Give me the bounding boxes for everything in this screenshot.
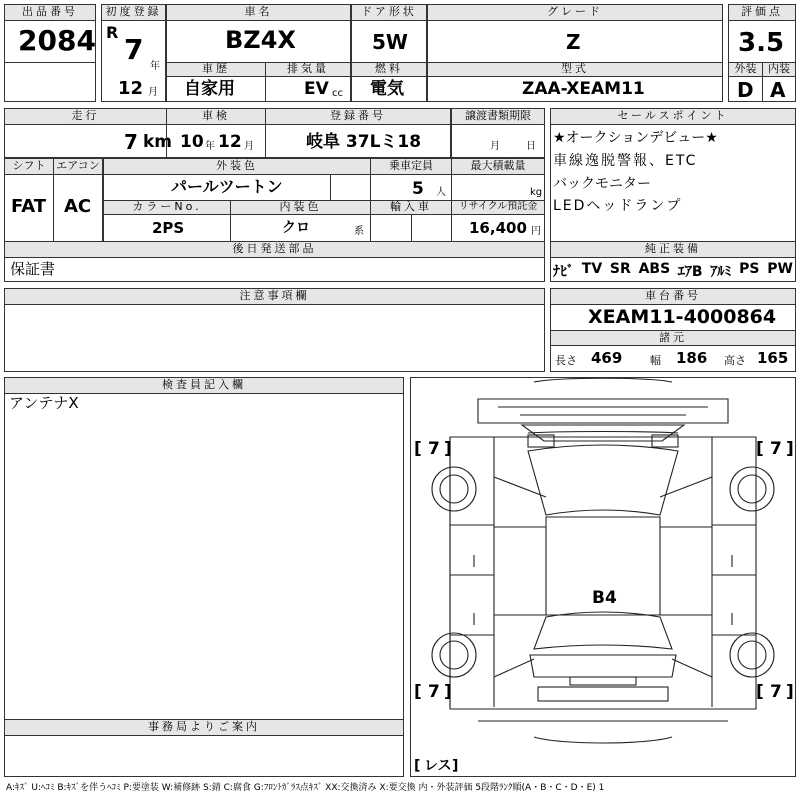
- transfer-month-unit: 月: [490, 141, 500, 152]
- insp-year-unit: 年: [205, 141, 215, 152]
- lot-label: 出品番号: [4, 4, 96, 21]
- lot-blank: [4, 62, 96, 102]
- era: R: [106, 23, 119, 42]
- insp-month: 12: [218, 132, 242, 152]
- equip-item: PS: [739, 261, 760, 277]
- mileage-unit: km: [143, 132, 173, 152]
- svg-text:[: [: [414, 682, 422, 702]
- ac-label: エアコン: [53, 158, 103, 175]
- inspector-label: 検査員記入欄: [4, 377, 404, 394]
- tire-rr: 7: [770, 682, 782, 702]
- car-diagram: [410, 377, 796, 777]
- model: ZAA-XEAM11: [522, 79, 645, 99]
- height: 165: [757, 349, 789, 367]
- damage-mark: B4: [592, 588, 617, 608]
- equip-item: ﾅﾋﾞ: [553, 264, 574, 280]
- capacity-label: 乗車定員: [370, 158, 452, 175]
- mileage: 7: [124, 130, 138, 154]
- height-label: 高さ: [724, 354, 746, 367]
- capacity-unit: 人: [436, 187, 446, 198]
- displacement-label: 排気量: [265, 62, 351, 77]
- svg-text:[: [: [756, 439, 764, 459]
- tire-rl: 7: [428, 682, 440, 702]
- inspector-text: アンテナX: [9, 394, 79, 412]
- svg-text:]: ]: [786, 682, 794, 702]
- color-label: 外装色: [103, 158, 371, 175]
- width: 186: [676, 349, 708, 367]
- exterior-label: 外装: [728, 62, 763, 77]
- load-label: 最大積載量: [451, 158, 545, 175]
- exterior-grade: D: [737, 78, 754, 102]
- grade: Z: [566, 30, 581, 54]
- later-cell: [4, 257, 545, 282]
- reg-year: 7: [124, 33, 144, 66]
- equip-label: 純正装備: [550, 241, 796, 258]
- recycle-unit: 円: [531, 226, 541, 237]
- color-no: 2PS: [152, 219, 185, 237]
- door-label: ドア形状: [351, 4, 427, 21]
- selling-label: セールスポイント: [550, 108, 796, 125]
- score-label: 評価点: [728, 4, 796, 21]
- equip-item: ｱﾙﾐ: [710, 264, 732, 280]
- shift: FAT: [11, 196, 47, 217]
- svg-text:[: [: [414, 439, 422, 459]
- tire-fr: 7: [770, 439, 782, 459]
- interior-color-label: 内装色: [230, 200, 371, 215]
- transfer-day-unit: 日: [526, 141, 536, 152]
- fuel: 電気: [370, 79, 404, 99]
- selling-point: バックモニター: [553, 176, 651, 192]
- plate-label: 登録番号: [265, 108, 451, 125]
- displacement: EV: [304, 79, 329, 99]
- selling-point: LEDヘッドランプ: [553, 198, 683, 214]
- color: パールツートン: [171, 177, 283, 196]
- ac: AC: [64, 196, 92, 217]
- reg-month: 12: [118, 78, 144, 99]
- first-reg-label: 初度登録: [101, 4, 166, 21]
- grade-label: グレード: [427, 4, 723, 21]
- equip-item: ABS: [638, 261, 671, 277]
- interior-color: クロ: [282, 220, 310, 236]
- svg-text:]: ]: [452, 758, 459, 774]
- equip-list: [553, 261, 793, 281]
- shift-label: シフト: [4, 158, 54, 175]
- transfer-label: 譲渡書類期限: [451, 108, 545, 125]
- svg-text:]: ]: [444, 682, 452, 702]
- svg-text:[: [: [756, 682, 764, 702]
- equip-item: TV: [581, 261, 603, 277]
- svg-text:]: ]: [786, 439, 794, 459]
- tire-fl: 7: [428, 439, 440, 459]
- equip-item: SR: [609, 261, 631, 277]
- model-label: 型式: [427, 62, 723, 77]
- recycle-label: リサイクル預託金: [451, 200, 545, 215]
- chassis-number: XEAM11-4000864: [588, 306, 777, 328]
- history-label: 車歴: [166, 62, 266, 77]
- selling-point: ★オークションデビュー★: [553, 130, 718, 146]
- cc-unit: cc: [332, 88, 343, 99]
- caution-label: 注意事項欄: [4, 288, 545, 305]
- history: 自家用: [184, 79, 235, 99]
- legend: A:ｷｽﾞ U:ﾍｺﾐ B:ｷｽﾞを伴うﾍｺﾐ P:要塗装 W:補修跡 S:錆 C:腐食 G:ﾌﾛﾝﾄｶﾞﾗｽ点ｷｽﾞ XX:交換済み X:要交換 内・外装評価 5段階ﾗﾝｸ順(A・B・C・D・E) 1: [6, 783, 605, 793]
- svg-text:]: ]: [444, 439, 452, 459]
- caution-box: [4, 304, 545, 372]
- interior-color-unit: 系: [354, 226, 364, 237]
- chassis-label: 車台番号: [550, 288, 796, 305]
- color-divider: [330, 174, 331, 201]
- width-label: 幅: [650, 354, 661, 367]
- inspector-box: [4, 393, 404, 720]
- equip-item: PW: [767, 261, 793, 277]
- spare-tire: レス: [424, 758, 452, 774]
- fuel-label: 燃料: [351, 62, 427, 77]
- equip-item: ｴｱB: [677, 264, 703, 280]
- load-unit: kg: [530, 187, 543, 198]
- month-unit: 月: [148, 87, 158, 98]
- mileage-label: 走行: [4, 108, 167, 125]
- year-unit: 年: [150, 61, 160, 72]
- interior-label: 内装: [762, 62, 796, 77]
- inspection-label: 車検: [166, 108, 266, 125]
- selling-point: 車線逸脱警報、ETC: [553, 153, 698, 169]
- car-name-label: 車名: [166, 4, 351, 21]
- car-name: BZ4X: [225, 26, 296, 54]
- recycle: 16,400: [469, 219, 527, 237]
- lot-number: 2084: [18, 24, 96, 57]
- import-label: 輸入車: [370, 200, 452, 215]
- later: 保証書: [10, 260, 56, 278]
- score: 3.5: [738, 28, 785, 58]
- spec-label: 諸元: [550, 330, 796, 346]
- capacity: 5: [412, 179, 424, 199]
- door: 5W: [372, 30, 408, 54]
- color-no-label: カラーNo.: [103, 200, 231, 215]
- plate: 岐阜 37Lミ18: [306, 132, 422, 152]
- length: 469: [591, 349, 623, 367]
- import-divider: [411, 214, 412, 242]
- svg-text:[: [: [414, 758, 421, 774]
- later-label: 後日発送部品: [4, 241, 545, 258]
- office-label: 事務局よりご案内: [4, 719, 404, 736]
- insp-month-unit: 月: [244, 141, 254, 152]
- length-label: 長さ: [555, 354, 577, 367]
- interior-grade: A: [770, 78, 786, 102]
- insp-year: 10: [180, 132, 204, 152]
- office-box: [4, 735, 404, 777]
